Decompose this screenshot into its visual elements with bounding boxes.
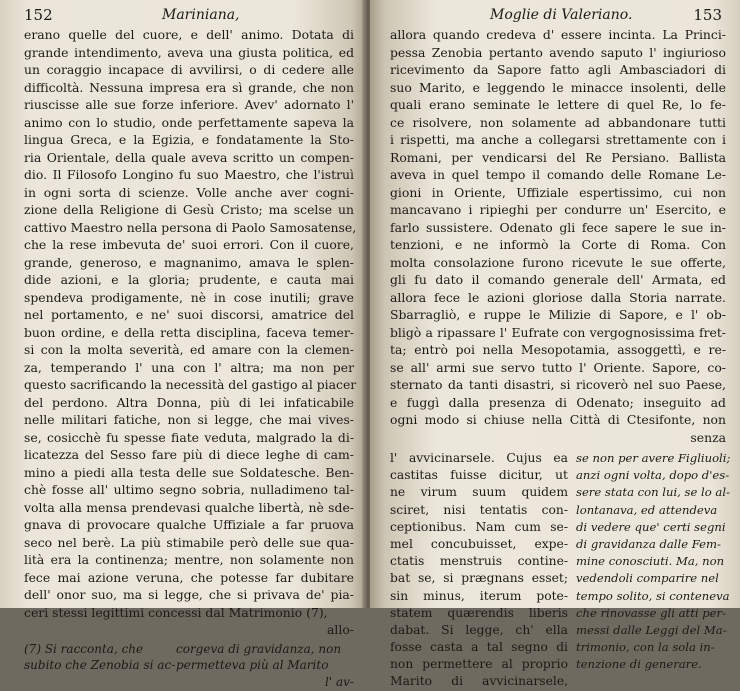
text-line: dell' onor suo, ma si legge, che si privava de' pia- [24, 587, 354, 602]
latin-note-line: fosse casta a tal segno di [390, 640, 568, 655]
latin-note-line: bat se, si prægnans esset; [390, 571, 568, 586]
page-number-left: 152 [24, 6, 53, 24]
text-line: grande, generoso, e magnanimo, amava le splen- [24, 254, 354, 270]
italian-note-line: di vedere que' certi segni [576, 519, 726, 534]
italian-note-line: trimonio, con la sola in- [576, 640, 715, 655]
text-line: gnava di provocare qualche Uffiziale a far pruova [24, 517, 354, 532]
text-line: ogni modo si chiuse nella Città di Ctesifonte, non [390, 412, 726, 427]
italian-note-line: sere stata con lui, se lo al- [576, 485, 730, 500]
footnote-col-b: permetteva più al Marito [176, 658, 329, 672]
text-line: dide azioni, e la gloria; prudente, e cauta mai [24, 272, 354, 287]
latin-note-line: mel concubuisset, expe- [390, 536, 568, 551]
latin-note-line: statem quærendis liberis [390, 605, 568, 620]
text-line: ricevimento da Sapore fatto agli Ambasciadori di [390, 62, 726, 77]
text-line: questo sacrificando la necessità del gastigo al piacer [24, 377, 357, 392]
italian-note-line: messi dalle Leggi del Ma- [576, 622, 727, 637]
text-line: volta alla mensa prendevasi qualche libertà, nè sde- [24, 499, 354, 515]
italian-note-line: anzi ogni volta, dopo d'es- [576, 468, 730, 483]
text-line: Sbarragliò, e ruppe le Milizie di Sapore, e l' ob- [390, 307, 726, 322]
left-footnote [24, 641, 354, 691]
text-line: molta consolazione furono ricevute le sue offerte, [390, 254, 726, 270]
left-page [0, 0, 366, 689]
text-line: za, temperando l' una con l' altra; ma non per [24, 359, 354, 375]
text-line: nelle militari fatiche, non si legge, che mai vives- [24, 412, 354, 427]
italian-note-line: di gravidanza dalle Fem- [576, 536, 721, 551]
text-line: mino a piedi alla testa delle sue Soldatesche. Ben- [24, 464, 354, 480]
text-line: ce risolvere, non solamente ad abbandonare tutti [390, 114, 726, 130]
text-line: erano quelle del cuore, e dell' animo. Dotata di [24, 27, 354, 42]
latin-note-column [390, 450, 568, 691]
text-line: licatezza del Sesso fare più di diece leghe di cam- [24, 447, 354, 462]
catchword-left: allo- [327, 622, 354, 637]
text-line: lità era la continenza; mentre, non solamente non [24, 552, 354, 567]
italian-note-line: lontanava, ed attendeva [576, 502, 718, 517]
left-body-text [24, 26, 357, 621]
text-line: riuscisse alle sue forze inferiore. Avev' adornato l' [24, 97, 354, 112]
text-line: chè fosse all' ultimo segno sobria, nulladimeno tal- [24, 482, 354, 497]
text-line: e fuggì dalla presenza di Odenato; inseguito ad [390, 394, 726, 410]
latin-note-line: l' avvicinarsele. Cujus ea [390, 451, 568, 465]
text-line: seco nel berè. La più stimabile però delle sue qua- [24, 534, 354, 550]
latin-note-line: sin minus, iterum pote- [390, 588, 568, 603]
text-line: se all' armi sue servo tutto l' Oriente. Sapore, co- [390, 359, 726, 375]
text-line: fece mai azione veruna, che potesse far dubitare [24, 569, 354, 585]
left-catchword-line [24, 621, 354, 639]
text-line: che la rese imbevuta de' suoi errori. Con il cuore, [24, 237, 354, 252]
text-line: bligò a ripassare l' Eufrate con vergognosissima fret- [390, 324, 726, 340]
latin-note-line: Marito di avvicinarsele, [390, 674, 568, 689]
text-line: difficoltà. Nessuna impresa era sì grande, che non [24, 79, 354, 95]
text-line: animo con lo studio, onde perfettamente sapeva la [24, 114, 354, 130]
latin-note-line: non permettere al proprio [390, 657, 568, 672]
text-line: gli fu dato il comando generale dell' Armata, ed [390, 272, 726, 287]
italian-note-line: tenzione di generare. [576, 657, 702, 672]
text-line: del perdono. Altra Donna, più di lei infaticabile [24, 394, 354, 410]
footnote-line [24, 657, 354, 674]
italian-note-line: vedendoli comparire nel [576, 571, 719, 586]
text-line: spendeva prodigamente, nè in cose inutili; grave [24, 289, 354, 305]
latin-note-line: dabat. Si legge, ch' ella [390, 622, 568, 637]
footnote-col-a: (7) Si racconta, che [24, 641, 144, 656]
italian-note-column [576, 450, 731, 673]
text-line: i rispetti, ma anche a collegarsi strettamente con i [390, 132, 726, 147]
running-head-left: Mariniana, [162, 7, 240, 23]
text-line: sternato da tanti disastri, si ricoverò nel suo Paese, [390, 377, 726, 392]
text-line: Romani, per vendicarsi del Re Persiano. Ballista [390, 149, 726, 165]
text-line: tenzioni, e ne informò la Corte di Roma. Con [390, 237, 726, 252]
text-line: allora fece le azioni gloriose dalla Storia narrate. [390, 289, 726, 305]
latin-note-line: sciret, nisi tentatis con- [390, 502, 568, 517]
text-line: un coraggio incapace di avvilirsi, o di cedere alle [24, 62, 354, 77]
text-line: dio. Il Filosofo Longino fu suo Maestro, che l'istruì [24, 167, 354, 182]
text-line: zione della Religione di Gesù Cristo; ma scelse un [24, 202, 354, 217]
footnote-catchword: l' av- [325, 674, 354, 689]
footnote-line [24, 641, 354, 658]
latin-note-line: ctatis menstruis contine- [390, 554, 568, 569]
footnote-col-b: corgeva di gravidanza, non [176, 641, 342, 656]
left-page-header [24, 6, 354, 26]
text-line: nel portamento, e ne' suoi discorsi, amatrice del [24, 307, 354, 322]
right-page [370, 0, 740, 689]
text-line: quali erano seminate le lettere di quel Re, lo fe- [390, 97, 726, 112]
text-line: allora quando credeva d' essere incinta. La Princi- [390, 27, 726, 42]
text-line: ta; entrò poi nella Mesopotamia, assoggettì, e re- [390, 342, 726, 357]
right-body-text [390, 26, 726, 429]
italian-note-line: tempo solito, si conteneva [576, 588, 730, 603]
text-line: gioni in Oriente, Uffiziale espertissimo, cui non [390, 184, 726, 200]
latin-note-line: ne virum suum quidem [390, 485, 568, 500]
footnote-col-a: subito che Zenobia si ac- [24, 658, 176, 672]
right-page-header [390, 6, 726, 26]
text-line: ria Orientale, della quale aveva scritto un compen- [24, 149, 354, 165]
latin-note-line: castitas fuisse dicitur, ut [390, 468, 568, 483]
text-line: pessa Zenobia pertanto avendo saputo l' ingiurioso [390, 44, 726, 60]
page-number-right: 153 [693, 6, 722, 24]
text-line: grande intendimento, aveva una giusta politica, ed [24, 44, 354, 60]
running-head-right: Moglie di Valeriano. [490, 7, 633, 23]
text-line: mancavano i ripieghi per condurre un' Esercito, e [390, 202, 726, 217]
right-catchword-line [390, 429, 726, 447]
italian-note-line: che rinovasse gli atti per- [576, 605, 726, 620]
text-line: aveva in quel tempo il comando delle Romane Le- [390, 167, 726, 182]
text-line: ceri stessi legittimi concessi dal Matrimonio (7), [24, 604, 328, 620]
italian-note-line: mine conosciuti. Ma, non [576, 554, 725, 569]
text-line: buon ordine, e della retta disciplina, faceva temer- [24, 324, 354, 340]
catchword-right: senza [690, 429, 726, 445]
text-line: se, cosicchè fu spesse fiate veduta, malgrado la di- [24, 429, 354, 445]
text-line: cattivo Maestro nella persona di Paolo Samosatense, [24, 219, 357, 235]
italian-note-line: se non per avere Figliuoli; [576, 451, 731, 465]
text-line: si con la molta severità, ed amare con la clemen- [24, 342, 354, 357]
text-line: in ogni sorta di scienze. Volle anche aver cogni- [24, 184, 354, 200]
text-line: lingua Greca, e la Egizia, e fondatamente la Sto- [24, 132, 354, 147]
text-line: suo Marito, e leggendo le minacce insolenti, delle [390, 79, 726, 95]
latin-note-line: ceptionibus. Nam cum se- [390, 519, 568, 534]
text-line: farlo sussistere. Odenato gli fece sapere le sue in- [390, 219, 726, 235]
